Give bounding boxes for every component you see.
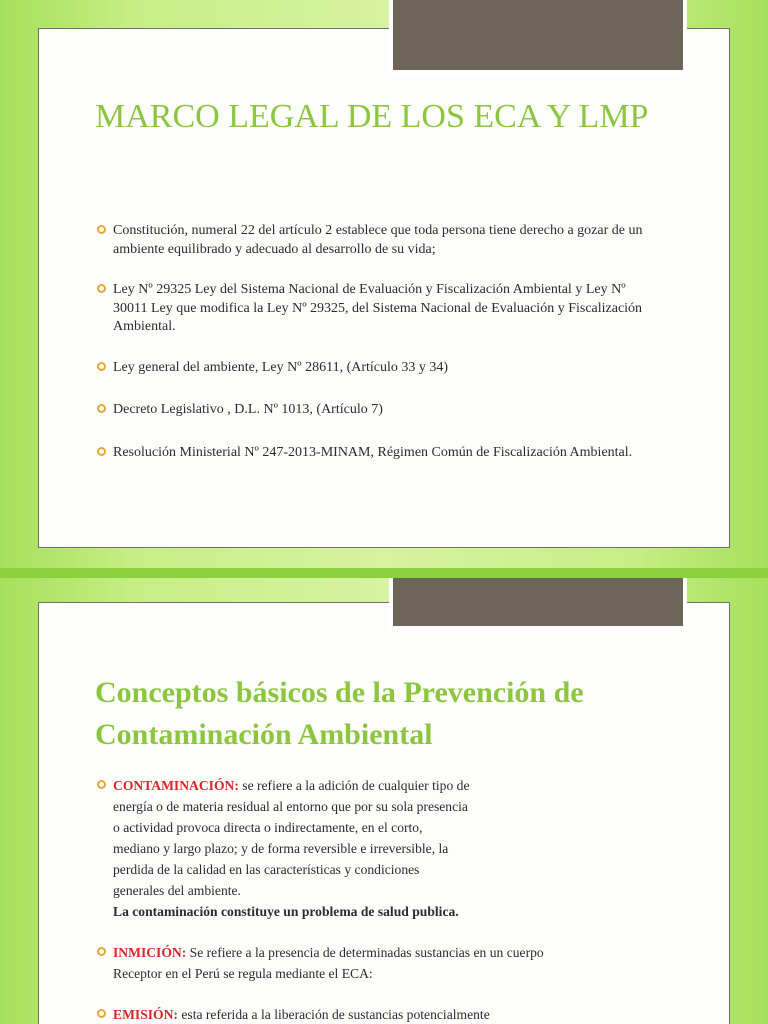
ring-bullet-icon [97,404,106,413]
list-item [97,401,657,420]
page-title: MARCO LEGAL DE LOS ECA Y LMP [95,98,649,135]
ring-bullet-icon [97,225,106,234]
ring-bullet-icon [97,947,106,956]
legal-framework-list [97,222,657,486]
ring-bullet-icon [97,1009,106,1018]
list-item-emision [97,1004,617,1024]
term-label: INMICIÓN: [113,945,187,960]
list-item-text: Ley Nº 29325 Ley del Sistema Nacional de Evaluación y Fiscalización Ambiental y Ley Nº 30011 Ley que modifica la Ley Nº 29325, del Sistema Nacional de Evaluación y Fiscalización Ambiental. [113,282,643,334]
slide-header-tab [389,0,687,74]
list-item [97,222,657,259]
concepts-list [97,775,617,1024]
definition-text: Receptor en el Perú se regula mediante el ECA: [113,966,373,981]
term-label: CONTAMINACIÓN: [113,778,239,793]
definition-text: energía o de materia residual al entorno que por su sola presencia [113,799,468,814]
definition-text: esta referida a la liberación de sustancias potencialmente [177,1007,490,1022]
list-item [97,281,657,337]
definition-text: se refiere a la adición de cualquier tipo de [238,778,470,793]
ring-bullet-icon [97,780,106,789]
list-item-text: Resolución Ministerial Nº 247-2013-MINAM, Régimen Común de Fiscalización Ambiental. [113,444,633,460]
list-item [97,359,657,378]
definition-text: Se refiere a la presencia de determinadas sustancias en un cuerpo [186,945,544,960]
slide-header-tab [389,578,687,630]
definition-text: perdida de la calidad en las características y condiciones [113,862,420,877]
ring-bullet-icon [97,362,106,371]
conclusion-text: La contaminación constituye un problema de salud publica. [113,904,459,919]
list-item-text: Constitución, numeral 22 del artículo 2 establece que toda persona tiene derecho a gozar de un ambiente equilibrado y adecuado al desarrollo de su vida; [113,223,643,257]
definition-text: mediano y largo plazo; y de forma reversible e irreversible, la [113,841,449,856]
slide-separator [0,568,768,578]
definition-text: o actividad provoca directa o indirectamente, en el corto, [113,820,423,835]
list-item-text: Ley general del ambiente, Ley Nº 28611, (Artículo 33 y 34) [113,359,449,375]
list-item-inmicion [97,942,617,984]
definition-line [113,775,617,796]
section-title: Conceptos básicos de la Prevención de Contaminación Ambiental [95,676,584,751]
ring-bullet-icon [97,447,106,456]
term-label: EMISIÓN: [113,1007,178,1022]
list-item-contaminacion [97,775,617,922]
ring-bullet-icon [97,284,106,293]
definition-text: generales del ambiente. [113,883,241,898]
list-item [97,444,657,463]
list-item-text: Decreto Legislativo , D.L. Nº 1013, (Artículo 7) [113,402,383,417]
definition-line [113,1004,617,1024]
definition-line [113,942,617,963]
